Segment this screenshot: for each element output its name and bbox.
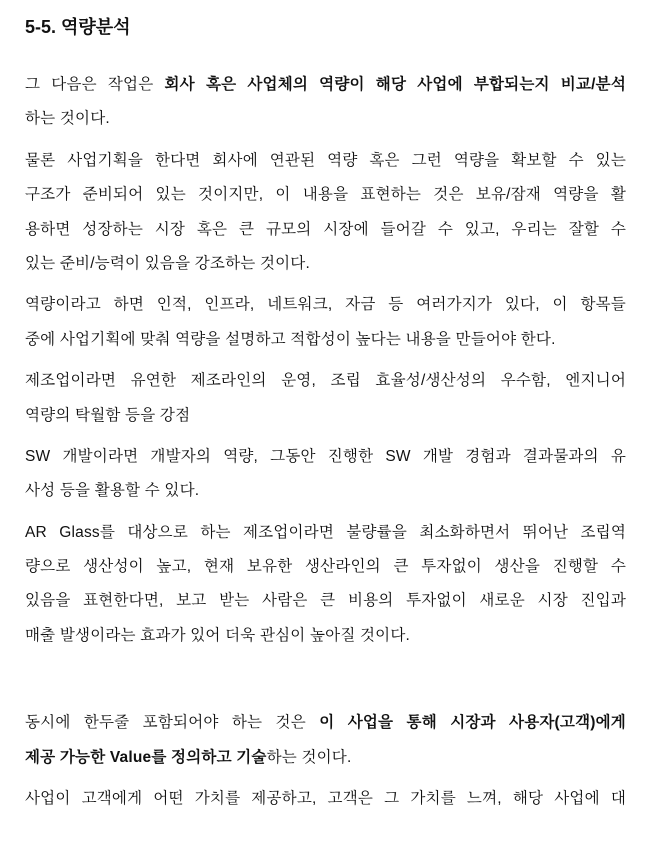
paragraph xyxy=(25,782,626,816)
text: 매출 발생이라는 효과가 있어 더욱 관심이 높아질 것이다. xyxy=(25,626,411,644)
text: 구조가 준비되어 있는 것이지만, 이 내용을 표현하는 것은 보유/잠재 역량을 활 xyxy=(25,186,626,204)
text: 역량의 탁월함 등을 강점 xyxy=(25,406,191,424)
text: 있는 준비/능력이 있음을 강조하는 것이다. xyxy=(25,254,310,272)
paragraph xyxy=(25,364,626,433)
text: 그 다음은 작업은 xyxy=(25,76,165,93)
paragraph xyxy=(25,440,626,509)
text: 용하면 성장하는 시장 혹은 큰 규모의 시장에 들어갈 수 있고, 우리는 잘할 수 xyxy=(25,220,626,238)
text-line xyxy=(25,144,626,178)
text-line xyxy=(25,584,626,618)
text-line xyxy=(25,178,626,212)
text: 역량이라고 하면 인적, 인프라, 네트워크, 자금 등 여러가지가 있다, 이 항목들 xyxy=(25,296,626,314)
bold-text: 이 사업을 통해 시장과 사용자(고객)에게 xyxy=(319,714,626,732)
text: 물론 사업기획을 한다면 회사에 연관된 역량 혹은 그런 역량을 확보할 수 있는 xyxy=(25,151,626,169)
text-line xyxy=(25,323,626,357)
text-line xyxy=(25,619,626,653)
text: 사성 등을 활용할 수 있다. xyxy=(25,482,200,500)
text: 중에 사업기획에 맞춰 역량을 설명하고 적합성이 높다는 내용을 만들어야 한다. xyxy=(25,330,556,348)
text: SW 개발이라면 개발자의 역량, 그동안 진행한 SW 개발 경험과 결과물과의 유 xyxy=(25,447,626,465)
text: 하는 것이다. xyxy=(266,748,352,766)
paragraph xyxy=(25,68,626,137)
text-line xyxy=(25,440,626,474)
text-line xyxy=(25,68,626,102)
text-line xyxy=(25,364,626,398)
text-line xyxy=(25,741,626,775)
document-page xyxy=(25,0,626,823)
paragraph xyxy=(25,144,626,282)
document-body xyxy=(25,68,626,816)
text-line xyxy=(25,213,626,247)
bold-text: 회사 혹은 사업체의 역량이 해당 사업에 부합되는지 비교/분석 xyxy=(164,76,626,93)
text-line xyxy=(25,288,626,322)
text: 하는 것이다. xyxy=(25,110,110,128)
text-line xyxy=(25,706,626,740)
paragraph xyxy=(25,288,626,357)
text-line xyxy=(25,550,626,584)
blank-paragraph xyxy=(25,660,626,694)
text: AR Glass를 대상으로 하는 제조업이라면 불량률을 최소화하면서 뛰어난 조립역 xyxy=(25,523,626,541)
text-line xyxy=(25,474,626,508)
text: 제조업이라면 유연한 제조라인의 운영, 조립 효율성/생산성의 우수함, 엔지니어 xyxy=(25,372,626,390)
text: 량으로 생산성이 높고, 현재 보유한 생산라인의 큰 투자없이 생산을 진행할 수 xyxy=(25,558,626,576)
paragraph xyxy=(25,516,626,654)
text-line xyxy=(25,399,626,433)
text-line xyxy=(25,102,626,136)
text: 사업이 고객에게 어떤 가치를 제공하고, 고객은 그 가치를 느껴, 해당 사업에 대 xyxy=(25,790,626,808)
paragraph xyxy=(25,706,626,775)
text: 있음을 표현한다면, 보고 받는 사람은 큰 비용의 투자없이 새로운 시장 진입과 xyxy=(25,592,626,610)
section-title: 5-5. 역량분석 xyxy=(25,17,131,37)
text: 동시에 한두줄 포함되어야 하는 것은 xyxy=(25,714,320,732)
text-line xyxy=(25,516,626,550)
text-line xyxy=(25,247,626,281)
bold-text: 제공 가능한 Value를 정의하고 기술 xyxy=(25,748,267,766)
text-line xyxy=(25,782,626,816)
